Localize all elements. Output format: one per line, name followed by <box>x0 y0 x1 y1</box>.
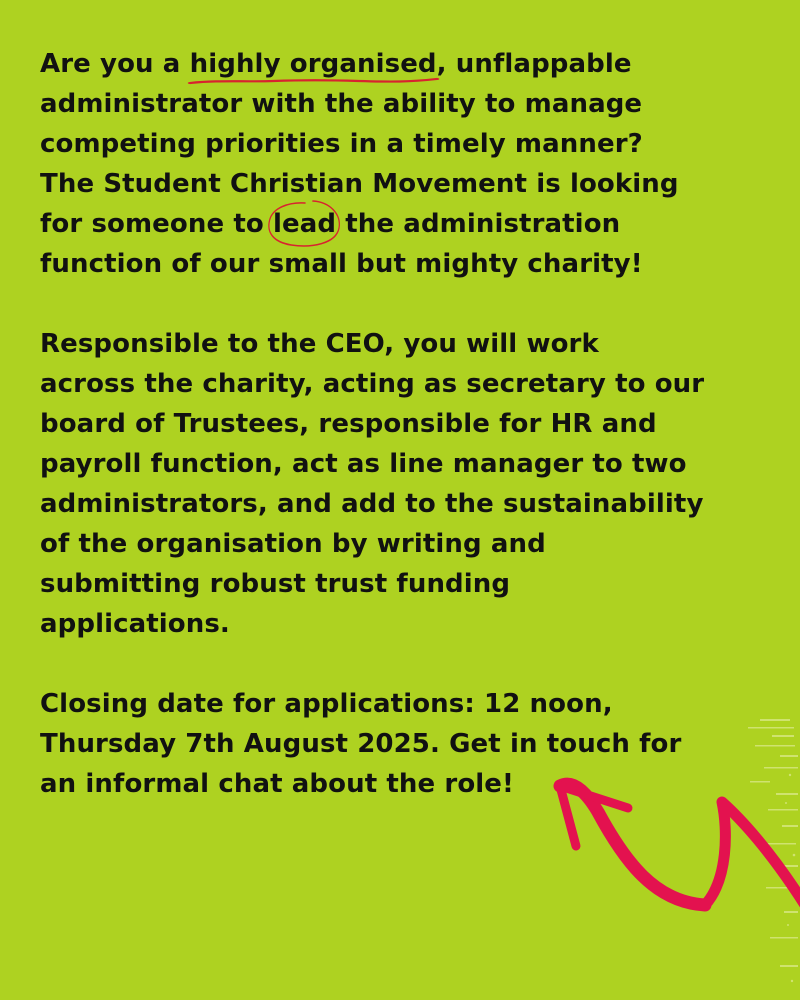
text-line: submitting robust trust funding <box>40 569 511 599</box>
text-line: The Student Christian Movement is looking <box>40 169 679 199</box>
text-line: of the organisation by writing and <box>40 529 546 559</box>
text-line: board of Trustees, responsible for HR and <box>40 409 657 439</box>
text-line: applications. <box>40 609 230 639</box>
hand-drawn-underline-icon <box>188 74 439 86</box>
highlighted-phrase: highly organised <box>190 44 437 84</box>
text-line: an informal chat about the role! <box>40 769 514 799</box>
text-line: for someone to lead the administration <box>40 204 775 244</box>
role-paragraph <box>40 324 775 644</box>
text-line: competing priorities in a timely manner? <box>40 129 643 159</box>
circled-word: lead <box>273 204 336 244</box>
text-line: Closing date for applications: 12 noon, <box>40 689 613 719</box>
advert-body <box>40 44 775 804</box>
text-line: administrator with the ability to manage <box>40 89 643 119</box>
text-line: Responsible to the CEO, you will work <box>40 329 599 359</box>
text-line: administrators, and add to the sustainability <box>40 489 704 519</box>
text-line: function of our small but mighty charity! <box>40 249 643 279</box>
intro-paragraph <box>40 44 775 284</box>
text-line: across the charity, acting as secretary to our <box>40 369 705 399</box>
text-line: Are you a highly organised , unflappable <box>40 44 775 84</box>
grunge-texture-icon <box>720 715 800 1000</box>
closing-paragraph <box>40 684 775 804</box>
hand-drawn-circle-icon <box>265 198 342 250</box>
text-line: Thursday 7th August 2025. Get in touch for <box>40 729 682 759</box>
text-line: payroll function, act as line manager to two <box>40 449 687 479</box>
